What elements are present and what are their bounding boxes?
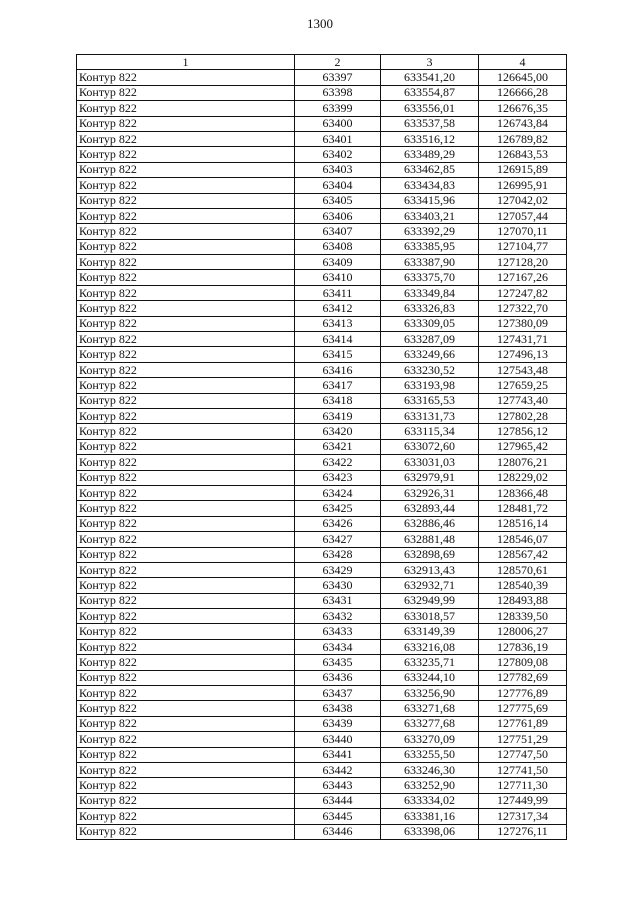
table-row: [77, 131, 567, 146]
page-number: 1300: [307, 16, 333, 31]
coordinate-x-cell: 633244,10: [381, 670, 479, 685]
point-number-cell: 63431: [295, 593, 381, 608]
table-row: [77, 747, 567, 762]
coordinate-y-cell: 128570,61: [479, 562, 567, 577]
coordinate-y-cell: 128516,14: [479, 516, 567, 531]
contour-name-cell: Контур 822: [77, 562, 295, 577]
coordinate-x-cell: 633434,83: [381, 178, 479, 193]
contour-name-cell: Контур 822: [77, 270, 295, 285]
contour-name-cell: Контур 822: [77, 593, 295, 608]
contour-name-cell: Контур 822: [77, 578, 295, 593]
contour-name-cell: Контур 822: [77, 239, 295, 254]
point-number-cell: 63439: [295, 716, 381, 731]
coordinate-x-cell: 633381,16: [381, 809, 479, 824]
point-number-cell: 63397: [295, 70, 381, 85]
contour-name-cell: Контур 822: [77, 70, 295, 85]
point-number-cell: 63410: [295, 270, 381, 285]
coordinate-x-cell: 633537,58: [381, 116, 479, 131]
contour-name-cell: Контур 822: [77, 809, 295, 824]
table-row: [77, 193, 567, 208]
contour-name-cell: Контур 822: [77, 732, 295, 747]
coordinate-x-cell: 633375,70: [381, 270, 479, 285]
point-number-cell: 63438: [295, 701, 381, 716]
coordinate-y-cell: 126666,28: [479, 85, 567, 100]
contour-name-cell: Контур 822: [77, 178, 295, 193]
point-number-cell: 63418: [295, 393, 381, 408]
table-row: [77, 116, 567, 131]
coordinate-y-cell: 127751,29: [479, 732, 567, 747]
point-number-cell: 63444: [295, 793, 381, 808]
coordinate-y-cell: 128076,21: [479, 455, 567, 470]
point-number-cell: 63419: [295, 408, 381, 423]
coordinate-x-cell: 633235,71: [381, 655, 479, 670]
point-number-cell: 63411: [295, 285, 381, 300]
point-number-cell: 63399: [295, 101, 381, 116]
coordinate-y-cell: 127747,50: [479, 747, 567, 762]
coordinate-y-cell: 128567,42: [479, 547, 567, 562]
table-row: [77, 147, 567, 162]
table-row: [77, 793, 567, 808]
table-row: [77, 501, 567, 516]
coordinate-y-cell: 127431,71: [479, 332, 567, 347]
contour-name-cell: Контур 822: [77, 193, 295, 208]
coordinate-x-cell: 633131,73: [381, 408, 479, 423]
point-number-cell: 63420: [295, 424, 381, 439]
coordinate-y-cell: 127836,19: [479, 639, 567, 654]
point-number-cell: 63417: [295, 378, 381, 393]
contour-name-cell: Контур 822: [77, 639, 295, 654]
contour-name-cell: Контур 822: [77, 762, 295, 777]
contour-name-cell: Контур 822: [77, 131, 295, 146]
point-number-cell: 63427: [295, 532, 381, 547]
table-row: [77, 424, 567, 439]
coordinate-x-cell: 633326,83: [381, 301, 479, 316]
coordinate-y-cell: 126743,84: [479, 116, 567, 131]
point-number-cell: 63414: [295, 332, 381, 347]
coordinate-x-cell: 633255,50: [381, 747, 479, 762]
contour-name-cell: Контур 822: [77, 301, 295, 316]
point-number-cell: 63423: [295, 470, 381, 485]
coordinate-x-cell: 633385,95: [381, 239, 479, 254]
coordinate-y-cell: 128493,88: [479, 593, 567, 608]
contour-name-cell: Контур 822: [77, 793, 295, 808]
table-row: [77, 809, 567, 824]
coordinate-x-cell: 633556,01: [381, 101, 479, 116]
table-row: [77, 301, 567, 316]
coordinate-y-cell: 126843,53: [479, 147, 567, 162]
point-number-cell: 63416: [295, 362, 381, 377]
column-header: 3: [381, 55, 479, 70]
table-row: [77, 239, 567, 254]
coordinate-x-cell: 633149,39: [381, 624, 479, 639]
coordinate-x-cell: 633309,05: [381, 316, 479, 331]
point-number-cell: 63400: [295, 116, 381, 131]
point-number-cell: 63446: [295, 824, 381, 839]
contour-name-cell: Контур 822: [77, 439, 295, 454]
table-row: [77, 778, 567, 793]
contour-name-cell: Контур 822: [77, 224, 295, 239]
coordinate-x-cell: 632893,44: [381, 501, 479, 516]
coordinate-y-cell: 127965,42: [479, 439, 567, 454]
coordinate-y-cell: 127380,09: [479, 316, 567, 331]
point-number-cell: 63435: [295, 655, 381, 670]
point-number-cell: 63433: [295, 624, 381, 639]
table-row: [77, 470, 567, 485]
point-number-cell: 63426: [295, 516, 381, 531]
point-number-cell: 63413: [295, 316, 381, 331]
coordinate-y-cell: 127104,77: [479, 239, 567, 254]
coordinate-x-cell: 632979,91: [381, 470, 479, 485]
coordinate-x-cell: 632898,69: [381, 547, 479, 562]
coordinate-x-cell: 632932,71: [381, 578, 479, 593]
coordinate-y-cell: 128006,27: [479, 624, 567, 639]
coordinate-x-cell: 633249,66: [381, 347, 479, 362]
contour-name-cell: Контур 822: [77, 424, 295, 439]
contour-name-cell: Контур 822: [77, 162, 295, 177]
coordinate-x-cell: 633554,87: [381, 85, 479, 100]
coordinate-x-cell: 633246,30: [381, 762, 479, 777]
point-number-cell: 63424: [295, 485, 381, 500]
coordinate-y-cell: 126645,00: [479, 70, 567, 85]
point-number-cell: 63422: [295, 455, 381, 470]
contour-name-cell: Контур 822: [77, 455, 295, 470]
column-header: 1: [77, 55, 295, 70]
point-number-cell: 63415: [295, 347, 381, 362]
coordinate-x-cell: 633216,08: [381, 639, 479, 654]
table-row: [77, 716, 567, 731]
table-row: [77, 578, 567, 593]
coordinate-x-cell: 633277,68: [381, 716, 479, 731]
coordinate-y-cell: 128540,39: [479, 578, 567, 593]
point-number-cell: 63442: [295, 762, 381, 777]
contour-name-cell: Контур 822: [77, 408, 295, 423]
point-number-cell: 63434: [295, 639, 381, 654]
point-number-cell: 63409: [295, 255, 381, 270]
contour-name-cell: Контур 822: [77, 686, 295, 701]
table-row: [77, 485, 567, 500]
table-row: [77, 332, 567, 347]
contour-name-cell: Контур 822: [77, 485, 295, 500]
contour-name-cell: Контур 822: [77, 255, 295, 270]
coordinate-y-cell: 127775,69: [479, 701, 567, 716]
table-row: [77, 208, 567, 223]
coordinate-x-cell: 632926,31: [381, 485, 479, 500]
table-row: [77, 516, 567, 531]
coordinate-x-cell: 632949,99: [381, 593, 479, 608]
contour-name-cell: Контур 822: [77, 532, 295, 547]
contour-name-cell: Контур 822: [77, 670, 295, 685]
point-number-cell: 63402: [295, 147, 381, 162]
coordinate-x-cell: 633256,90: [381, 686, 479, 701]
point-number-cell: 63404: [295, 178, 381, 193]
contour-name-cell: Контур 822: [77, 147, 295, 162]
coordinate-y-cell: 127322,70: [479, 301, 567, 316]
coordinate-y-cell: 127711,30: [479, 778, 567, 793]
coordinate-y-cell: 127449,99: [479, 793, 567, 808]
point-number-cell: 63428: [295, 547, 381, 562]
coordinate-y-cell: 126789,82: [479, 131, 567, 146]
point-number-cell: 63398: [295, 85, 381, 100]
coordinate-y-cell: 127057,44: [479, 208, 567, 223]
coordinate-y-cell: 127802,28: [479, 408, 567, 423]
point-number-cell: 63430: [295, 578, 381, 593]
point-number-cell: 63401: [295, 131, 381, 146]
contour-name-cell: Контур 822: [77, 85, 295, 100]
contour-name-cell: Контур 822: [77, 393, 295, 408]
coordinate-x-cell: 633072,60: [381, 439, 479, 454]
table-row: [77, 701, 567, 716]
table-row: [77, 362, 567, 377]
table-row: [77, 224, 567, 239]
contour-name-cell: Контур 822: [77, 316, 295, 331]
coordinate-x-cell: 633403,21: [381, 208, 479, 223]
coordinate-y-cell: 126676,35: [479, 101, 567, 116]
column-header: 4: [479, 55, 567, 70]
table-row: [77, 655, 567, 670]
table-row: [77, 85, 567, 100]
coordinate-y-cell: 127167,26: [479, 270, 567, 285]
point-number-cell: 63437: [295, 686, 381, 701]
coordinate-x-cell: 633193,98: [381, 378, 479, 393]
contour-name-cell: Контур 822: [77, 609, 295, 624]
coordinate-y-cell: 128339,50: [479, 609, 567, 624]
coordinate-y-cell: 127659,25: [479, 378, 567, 393]
coordinate-y-cell: 127776,89: [479, 686, 567, 701]
table-body: [77, 70, 567, 840]
table-row: [77, 686, 567, 701]
coordinate-y-cell: 127070,11: [479, 224, 567, 239]
table-row: [77, 378, 567, 393]
table-row: [77, 639, 567, 654]
coordinate-x-cell: 633031,03: [381, 455, 479, 470]
contour-name-cell: Контур 822: [77, 362, 295, 377]
table-row: [77, 670, 567, 685]
point-number-cell: 63412: [295, 301, 381, 316]
point-number-cell: 63421: [295, 439, 381, 454]
coordinate-x-cell: 633334,02: [381, 793, 479, 808]
coordinate-y-cell: 127856,12: [479, 424, 567, 439]
coordinate-y-cell: 128366,48: [479, 485, 567, 500]
contour-name-cell: Контур 822: [77, 824, 295, 839]
contour-name-cell: Контур 822: [77, 208, 295, 223]
table-row: [77, 593, 567, 608]
point-number-cell: 63441: [295, 747, 381, 762]
coordinate-x-cell: 633165,53: [381, 393, 479, 408]
table-row: [77, 609, 567, 624]
point-number-cell: 63432: [295, 609, 381, 624]
coordinate-x-cell: 633516,12: [381, 131, 479, 146]
coordinate-y-cell: 127496,13: [479, 347, 567, 362]
contour-name-cell: Контур 822: [77, 747, 295, 762]
table-row: [77, 162, 567, 177]
coordinate-x-cell: 632913,43: [381, 562, 479, 577]
point-number-cell: 63405: [295, 193, 381, 208]
point-number-cell: 63408: [295, 239, 381, 254]
table-row: [77, 101, 567, 116]
coordinate-y-cell: 126995,91: [479, 178, 567, 193]
coordinate-y-cell: 127317,34: [479, 809, 567, 824]
table-row: [77, 270, 567, 285]
point-number-cell: 63406: [295, 208, 381, 223]
table-row: [77, 393, 567, 408]
coordinate-y-cell: 127809,08: [479, 655, 567, 670]
header-row: [77, 55, 567, 70]
contour-name-cell: Контур 822: [77, 516, 295, 531]
table-row: [77, 408, 567, 423]
coordinate-x-cell: 633018,57: [381, 609, 479, 624]
coordinate-x-cell: 632886,46: [381, 516, 479, 531]
coordinate-y-cell: 126915,89: [479, 162, 567, 177]
coordinate-x-cell: 633287,09: [381, 332, 479, 347]
coordinate-x-cell: 632881,48: [381, 532, 479, 547]
table-row: [77, 824, 567, 839]
table-row: [77, 316, 567, 331]
contour-name-cell: Контур 822: [77, 285, 295, 300]
table-row: [77, 347, 567, 362]
table-row: [77, 255, 567, 270]
coordinate-x-cell: 633230,52: [381, 362, 479, 377]
coordinate-y-cell: 127247,82: [479, 285, 567, 300]
coordinate-x-cell: 633541,20: [381, 70, 479, 85]
coordinate-x-cell: 633270,09: [381, 732, 479, 747]
contour-name-cell: Контур 822: [77, 655, 295, 670]
coordinate-x-cell: 633415,96: [381, 193, 479, 208]
point-number-cell: 63445: [295, 809, 381, 824]
contour-name-cell: Контур 822: [77, 716, 295, 731]
table-row: [77, 532, 567, 547]
coordinates-table: [76, 54, 567, 840]
coordinate-x-cell: 633252,90: [381, 778, 479, 793]
coordinate-y-cell: 128481,72: [479, 501, 567, 516]
coordinate-x-cell: 633392,29: [381, 224, 479, 239]
contour-name-cell: Контур 822: [77, 116, 295, 131]
table-row: [77, 562, 567, 577]
point-number-cell: 63440: [295, 732, 381, 747]
table-row: [77, 285, 567, 300]
coordinate-x-cell: 633398,06: [381, 824, 479, 839]
coordinate-x-cell: 633489,29: [381, 147, 479, 162]
column-header: 2: [295, 55, 381, 70]
point-number-cell: 63429: [295, 562, 381, 577]
contour-name-cell: Контур 822: [77, 101, 295, 116]
coordinate-y-cell: 127743,40: [479, 393, 567, 408]
coordinate-y-cell: 127782,69: [479, 670, 567, 685]
coordinate-y-cell: 128229,02: [479, 470, 567, 485]
coordinate-y-cell: 128546,07: [479, 532, 567, 547]
table-row: [77, 70, 567, 85]
coordinate-y-cell: 127741,50: [479, 762, 567, 777]
coordinate-x-cell: 633115,34: [381, 424, 479, 439]
point-number-cell: 63407: [295, 224, 381, 239]
coordinate-x-cell: 633462,85: [381, 162, 479, 177]
table-row: [77, 762, 567, 777]
point-number-cell: 63443: [295, 778, 381, 793]
table-row: [77, 178, 567, 193]
coordinate-x-cell: 633349,84: [381, 285, 479, 300]
table-row: [77, 439, 567, 454]
contour-name-cell: Контур 822: [77, 624, 295, 639]
coordinate-x-cell: 633387,90: [381, 255, 479, 270]
contour-name-cell: Контур 822: [77, 470, 295, 485]
contour-name-cell: Контур 822: [77, 701, 295, 716]
coordinate-x-cell: 633271,68: [381, 701, 479, 716]
coordinate-y-cell: 127042,02: [479, 193, 567, 208]
coordinate-y-cell: 127543,48: [479, 362, 567, 377]
coordinate-y-cell: 127761,89: [479, 716, 567, 731]
table-header: [77, 55, 567, 70]
coordinate-y-cell: 127276,11: [479, 824, 567, 839]
point-number-cell: 63436: [295, 670, 381, 685]
table-row: [77, 624, 567, 639]
contour-name-cell: Контур 822: [77, 378, 295, 393]
contour-name-cell: Контур 822: [77, 778, 295, 793]
point-number-cell: 63403: [295, 162, 381, 177]
contour-name-cell: Контур 822: [77, 332, 295, 347]
coordinate-y-cell: 127128,20: [479, 255, 567, 270]
contour-name-cell: Контур 822: [77, 501, 295, 516]
table-row: [77, 547, 567, 562]
table-row: [77, 732, 567, 747]
contour-name-cell: Контур 822: [77, 347, 295, 362]
point-number-cell: 63425: [295, 501, 381, 516]
table-row: [77, 455, 567, 470]
contour-name-cell: Контур 822: [77, 547, 295, 562]
